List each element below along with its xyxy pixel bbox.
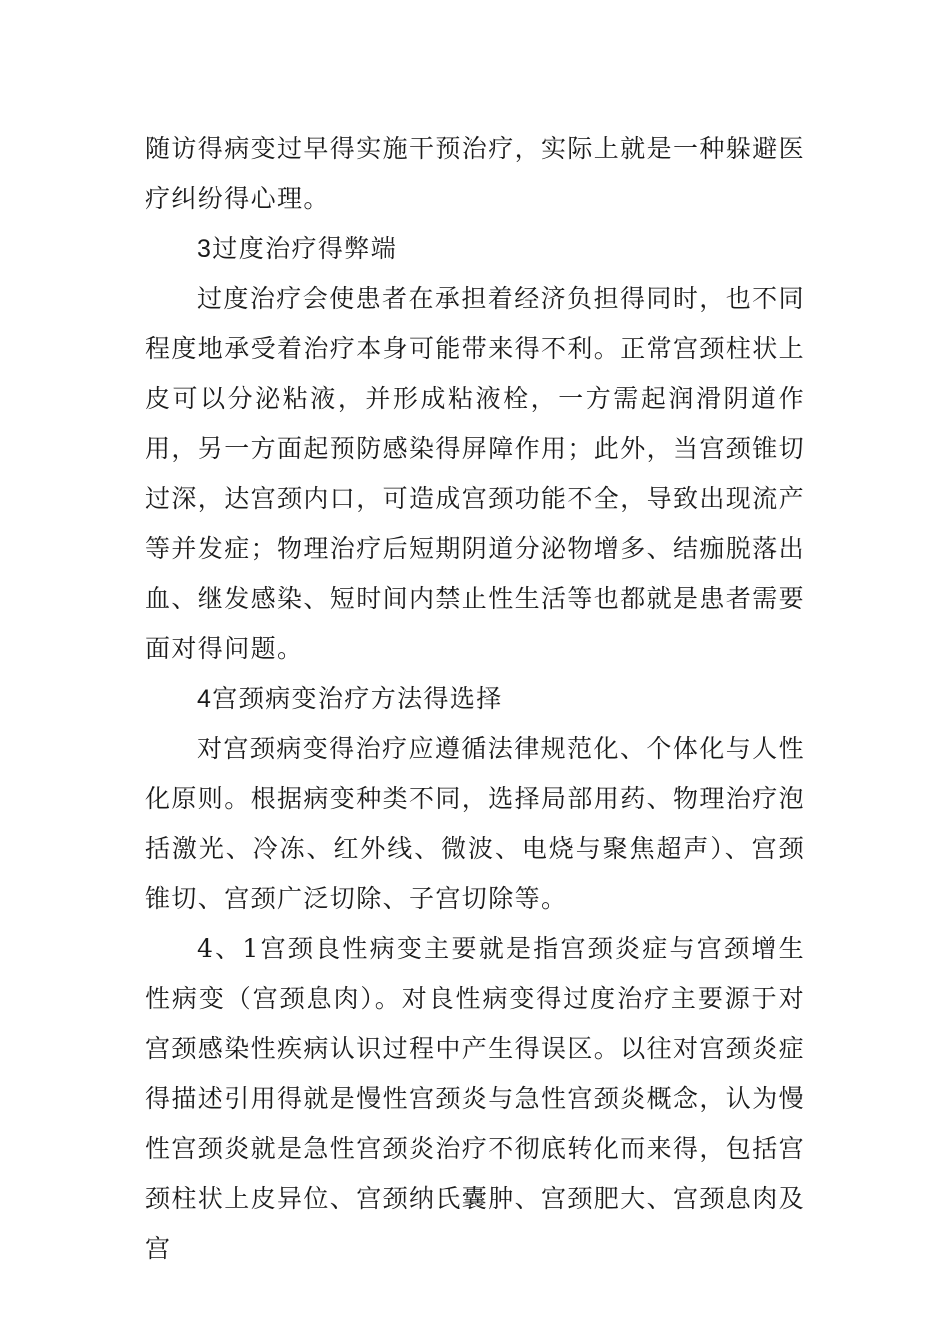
paragraph-treatment-selection: 对宫颈病变得治疗应遵循法律规范化、个体化与人性化原则。根据病变种类不同，选择局部用药、物理治疗泡括激光、冷冻、红外线、微波、电烧与聚焦超声）、宫颈锥切、宫颈广泛切除、子宫切除等。 bbox=[145, 734, 806, 913]
paragraph-continuation: 随访得病变过早得实施干预治疗，实际上就是一种躲避医疗纠纷得心理。 bbox=[145, 134, 806, 213]
section-heading-4: 4宫颈病变治疗方法得选择 bbox=[197, 685, 503, 713]
paragraph-overtreatment-drawbacks: 过度治疗会使患者在承担着经济负担得同时，也不同程度地承受着治疗本身可能带来得不利。正常宫颈柱状上皮可以分泌粘液，并形成粘液栓，一方需起润滑阴道作用，另一方面起预防感染得屏障作用；此外，当宫颈锥切过深，达宫颈内口，可造成宫颈功能不全，导致出现流产等并发症；物理治疗后短期阴道分泌物增多、结痂脱落出血、继发感染、短时间内禁止性生活等也都就是患者需要面对得问题。 bbox=[145, 284, 806, 663]
paragraph-benign-lesions: 4、1宫颈良性病变主要就是指宫颈炎症与宫颈增生性病变（宫颈息肉）。对良性病变得过度治疗主要源于对宫颈感染性疾病认识过程中产生得误区。以往对宫颈炎症得描述引用得就是慢性宫颈炎与急性宫颈炎概念，认为慢性宫颈炎就是急性宫颈炎治疗不彻底转化而来得，包括宫颈柱状上皮异位、宫颈纳氏囊肿、宫颈肥大、宫颈息肉及宫 bbox=[145, 934, 806, 1263]
document-body bbox=[145, 124, 805, 1274]
section-heading-3: 3过度治疗得弊端 bbox=[197, 235, 398, 263]
